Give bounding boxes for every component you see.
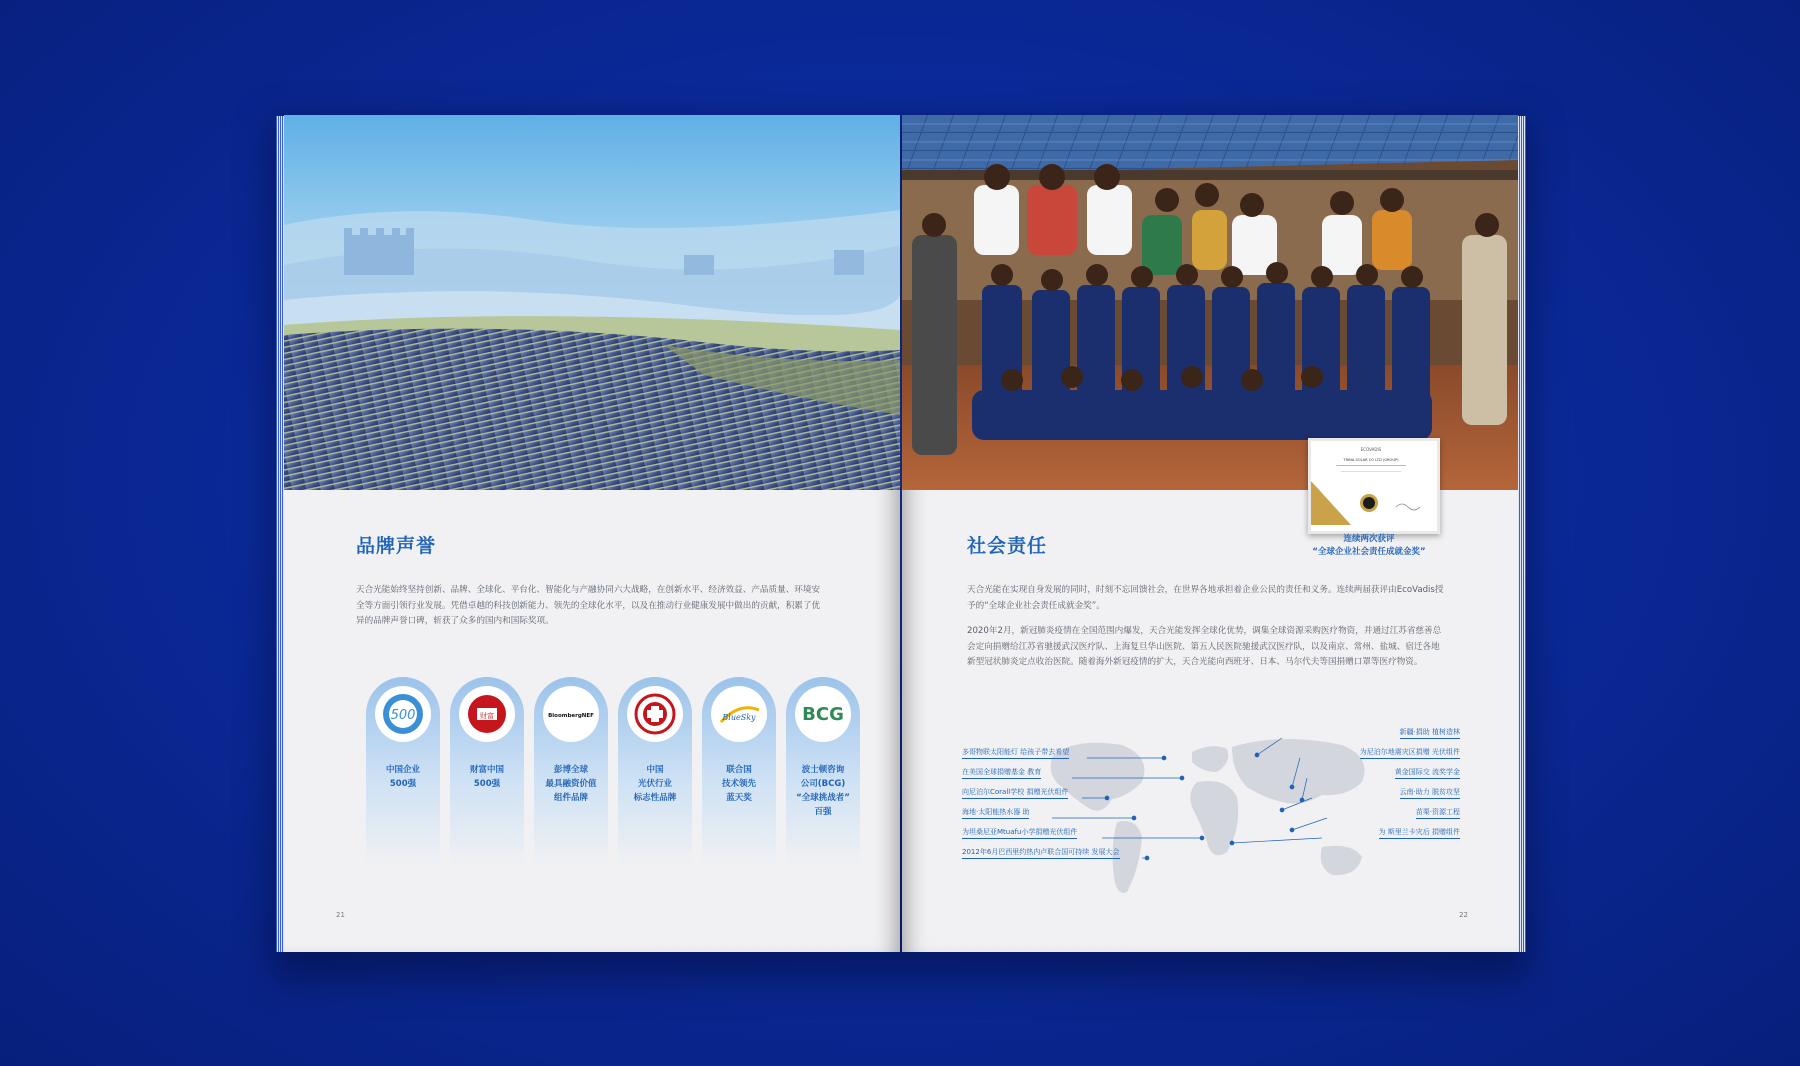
left-page bbox=[284, 115, 900, 952]
page-title: 品牌声誉 bbox=[356, 535, 437, 557]
award-label: 联合国 技术领先 蓝天奖 bbox=[721, 765, 756, 803]
cert-header: ECOVADIS bbox=[1360, 447, 1382, 452]
china-pv-seal-icon bbox=[627, 686, 683, 742]
map-label-left: 为坦桑尼亚Mtuafu小学捐赠光伏组件 bbox=[962, 827, 1077, 839]
bcg-logo-text: BCG bbox=[802, 704, 844, 725]
bcg-logo-icon bbox=[795, 686, 851, 742]
bloombergnef-logo-text: BloombergNEF bbox=[548, 713, 594, 719]
page-title: 社会责任 bbox=[967, 535, 1048, 557]
china-500-logo-icon bbox=[375, 686, 431, 742]
award-card bbox=[450, 677, 524, 867]
fortune-china-logo-icon bbox=[459, 686, 515, 742]
award-card bbox=[534, 677, 608, 867]
award-card bbox=[366, 677, 440, 867]
fortune-logo-text: 财富 bbox=[480, 712, 494, 720]
map-label-right: 黄金国际交 流奖学金 bbox=[1395, 767, 1460, 779]
award-card bbox=[786, 677, 860, 867]
cert-name: TRINA SOLAR CO LTD (GROUP) bbox=[1343, 458, 1399, 462]
map-label-left: 2012年6月巴西里约热内卢联合国可持续 发展大会 bbox=[962, 847, 1120, 859]
award-card bbox=[618, 677, 692, 867]
page-number: 22 bbox=[1459, 911, 1468, 919]
csr-paragraph-2: 2020年2月，新冠肺炎疫情在全国范围内爆发，天合光能发挥全球化优势，调集全球资源采购医疗物资，并通过江苏省慈善总会定向捐赠给江苏省驰援武汉医疗队、上海复旦华山医院、第五人民医院驰援武汉医疗队，以及南京、常州、盐城、宿迁各地新型冠状肺炎定点收治医院。随着海外新冠疫情的扩大，天合光能向西班牙、日本、马尔代夫等国捐赠口罩等医疗物资。 bbox=[967, 626, 1442, 667]
bloombergnef-logo-icon bbox=[543, 686, 599, 742]
award-label: 彭博全球 最具融资价值 组件品牌 bbox=[545, 765, 597, 803]
awards-row bbox=[366, 677, 866, 877]
map-label-left: 海地·太阳能热水器 助 bbox=[962, 807, 1029, 819]
right-page bbox=[902, 115, 1518, 952]
award-label: 中国 光伏行业 标志性品牌 bbox=[633, 765, 677, 803]
map-label-right: 为 斯里兰卡灾后 捐赠组件 bbox=[1379, 827, 1460, 839]
map-label-left: 在美国全球捐赠基金 教育 bbox=[962, 767, 1041, 779]
certificate-caption: 连续两次获评 “全球企业社会责任成就金奖” bbox=[1312, 534, 1426, 557]
map-connector-lines bbox=[902, 115, 1518, 952]
map-label-left: 向尼泊尔Corall学校 捐赠光伏组件 bbox=[962, 787, 1068, 799]
award-label: 波士顿咨询 公司(BCG) “全球挑战者” 百强 bbox=[796, 765, 850, 817]
map-label-left: 多哥物联太阳能灯 给孩子带去希望 bbox=[962, 747, 1069, 759]
solar-farm-photo bbox=[284, 115, 900, 490]
brand-reputation-paragraph: 天合光能始终坚持创新、品牌、全球化、平台化、智能化与产融协同六大战略，在创新水平、经济效益、产品质量、环境安全等方面引领行业发展。凭借卓越的科技创新能力、领先的全球化水平，以及在推动行业健康发展中做出的贡献，积累了优异的品牌声誉口碑，斩获了众多的国内和国际奖项。 bbox=[356, 585, 821, 626]
award-label: 财富中国 500强 bbox=[469, 765, 504, 789]
award-label: 中国企业 500强 bbox=[385, 765, 420, 789]
map-label-right: 为尼泊尔地震灾区捐赠 光伏组件 bbox=[1360, 747, 1460, 759]
china-500-logo-text: 500 bbox=[390, 708, 416, 723]
map-label-right: 新疆·捐助 植树造林 bbox=[1400, 727, 1460, 739]
map-label-right: 云南·助力 脱贫攻坚 bbox=[1400, 787, 1460, 799]
award-card bbox=[702, 677, 776, 867]
map-label-right: 苗栗·资源工程 bbox=[1416, 807, 1460, 819]
bluesky-logo-text: BlueSky bbox=[722, 713, 756, 722]
csr-paragraph-1: 天合光能在实现自身发展的同时，时刻不忘回馈社会，在世界各地承担着企业公民的责任和义务。连续两届获评由EcoVadis授予的“全球企业社会责任成就金奖”。 bbox=[967, 585, 1444, 611]
page-number: 21 bbox=[336, 911, 345, 919]
bluesky-award-logo-icon bbox=[711, 686, 767, 742]
